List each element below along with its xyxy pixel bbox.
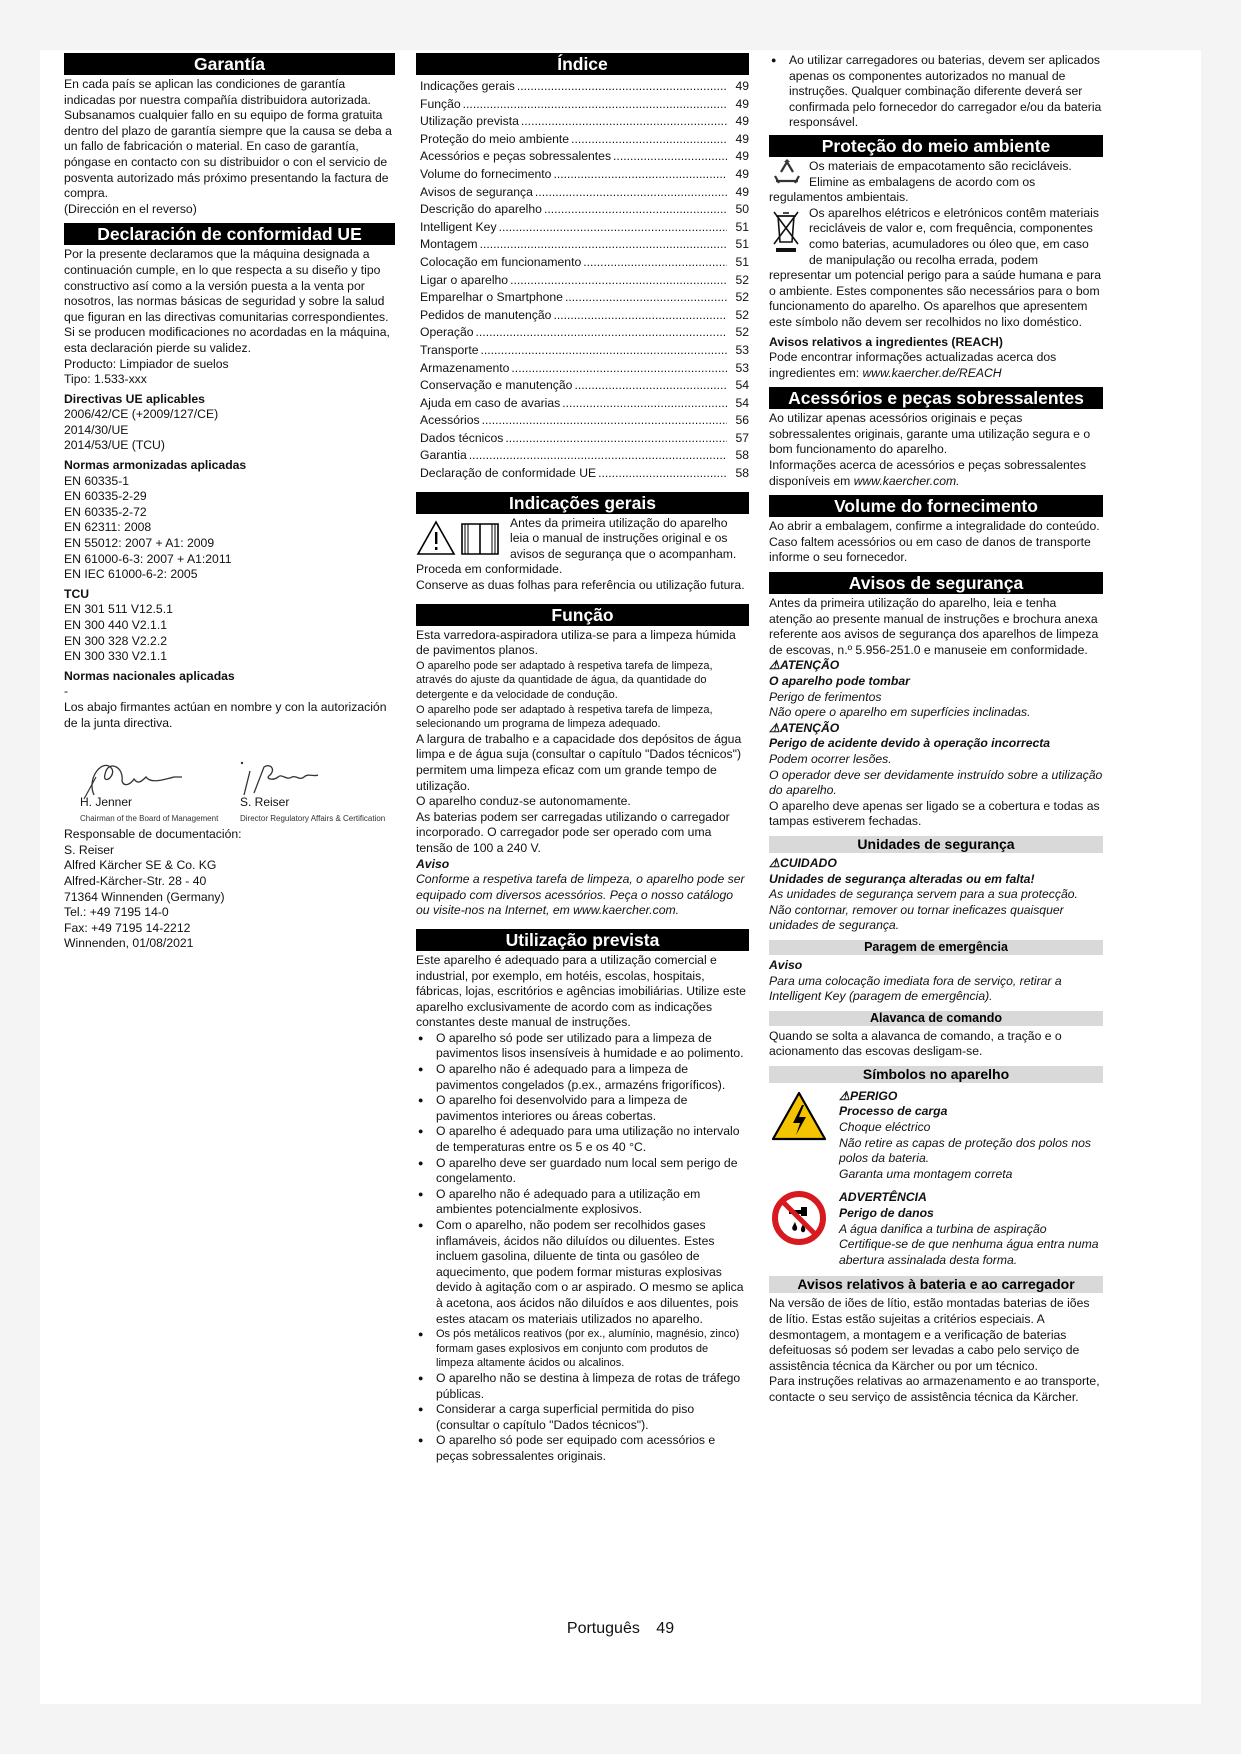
column-left	[64, 53, 395, 952]
list-item: ● O aparelho só pode ser equipado com acessórios e peças sobressalentes originais.	[416, 1433, 749, 1464]
toc-entry[interactable]	[416, 413, 749, 431]
toc-entry[interactable]	[416, 308, 749, 326]
toc-leader	[510, 273, 727, 289]
toc-leader	[544, 202, 727, 218]
norma-item: EN 60335-2-72	[64, 504, 147, 519]
toc-leader	[521, 114, 727, 130]
list-item: ● Considerar a carga superficial permitida do piso (consultar o capítulo "Dados técnicos").	[416, 1402, 749, 1433]
subsection-title-paragem: Paragem de emergência	[769, 940, 1103, 955]
utilizacao-list	[416, 1031, 749, 1465]
tcu-title: TCU	[64, 586, 90, 601]
toc-label: Transporte	[420, 342, 479, 357]
section-title-utilizacao: Utilização prevista	[416, 929, 749, 951]
toc-leader	[535, 185, 727, 201]
advertencia-label: ADVERTÊNCIA	[839, 1190, 927, 1205]
reach-title: Avisos relativos a ingredientes (REACH)	[769, 334, 1003, 349]
reach-text	[769, 350, 1103, 381]
avisos-a1-l1: Perigo de ferimentos	[769, 689, 882, 704]
toc-entry[interactable]	[416, 237, 749, 255]
responsable-line: Alfred Kärcher SE & Co. KG	[64, 858, 217, 873]
toc-page: 52	[735, 307, 749, 322]
toc-leader	[463, 97, 727, 113]
responsable-line: Winnenden, 01/08/2021	[64, 936, 194, 951]
bateria-p1: Na versão de iões de lítio, estão montadas baterias de iões de lítio. Estas estão sujeitas a critérios especiais. A desmontagem, a montagem e a verificação de baterias defeituosas só podem ser levadas a cabo pelo serviço de assistência técnica da Kärcher ou por um técnico.	[769, 1296, 1090, 1373]
toc-page: 58	[735, 466, 749, 481]
toc-label: Colocação em funcionamento	[420, 254, 582, 269]
list-item: ● Ao utilizar carregadores ou baterias, devem ser aplicados apenas os componentes autorizados no manual de instruções. Qualquer combinação diferente deverá ser confirmada pelo fornecedor do carregador e/ou da bateria responsável.	[769, 53, 1103, 131]
toc-page: 58	[735, 448, 749, 463]
toc-page: 52	[735, 290, 749, 305]
warning-triangle-icon: ⚠	[769, 855, 780, 870]
avisos-a2-l1: Podem ocorrer lesões.	[769, 751, 892, 766]
section-title-garantia: Garantía	[64, 53, 395, 75]
toc-label: Pedidos de manutenção	[420, 307, 552, 322]
tcu-item: EN 300 328 V2.2.2	[64, 633, 167, 648]
volume-text: Ao abrir a embalagem, confirme a integralidade do conteúdo. Caso faltem acessórios ou em caso de danos de transporte informe o seu fornecedor.	[769, 519, 1100, 565]
toc-leader	[583, 255, 727, 271]
toc-leader	[482, 413, 727, 429]
producto-line: Producto: Limpiador de suelos	[64, 356, 229, 371]
toc-label: Acessórios e peças sobressalentes	[420, 149, 612, 164]
indicacoes-block	[416, 516, 749, 578]
funcao-p3: O aparelho pode ser adaptado à respetiva tarefa de limpeza, selecionando um programa de limpeza adequado.	[416, 703, 713, 731]
toc-entry[interactable]	[416, 114, 749, 132]
section-title-funcao: Função	[416, 604, 749, 626]
toc-entry[interactable]	[416, 185, 749, 203]
toc-page: 51	[735, 219, 749, 234]
list-item: ● O aparelho não é adequado para a limpeza de pavimentos congelados (p.ex., armazéns frigoríficos).	[416, 1062, 749, 1093]
toc-entry[interactable]	[416, 431, 749, 449]
footer-page-number: 49	[656, 1620, 675, 1637]
declaracion-text: Por la presente declaramos que la máquina designada a continuación cumple, en lo que respecta a su diseño y tipo constructivo así como a la versión puesta a la venta por nosotros, las normas básicas de seguridad y sobre la salud que figuran en las directivas comunitarias correspondientes. Si se producen modificaciones no acordadas en la máquina, esta declaración pierde su validez.	[64, 247, 390, 355]
tcu-item: EN 301 511 V12.5.1	[64, 602, 173, 617]
responsable-line: S. Reiser	[64, 842, 115, 857]
norma-item: EN 60335-2-29	[64, 489, 147, 504]
column-right	[769, 53, 1103, 1406]
symbol-warning-text	[839, 1190, 1103, 1268]
protecao-p2: Os aparelhos elétricos e eletrónicos contêm materiais recicláveis de valor e, com frequência, componentes como baterias, acumuladores ou óleo que, em caso de manipulação ou recolha errada, podem representar um potencial perigo para a saúde humana e para o ambiente. Estes componentes são necessários para o bom funcionamento do aparelho. Os aparelhos que apresentem este símbolo não devem ser recolhidos no lixo doméstico.	[769, 205, 1101, 329]
danger-label: PERIGO	[849, 1088, 898, 1103]
toc-leader	[505, 431, 727, 447]
toc-page: 54	[735, 395, 749, 410]
toc-entry[interactable]	[416, 325, 749, 343]
kaercher-link[interactable]: www.kaercher.com.	[853, 473, 960, 488]
toc-entry[interactable]	[416, 361, 749, 379]
toc-page: 49	[735, 79, 749, 93]
toc-page: 51	[735, 254, 749, 269]
norma-item: EN 55012: 2007 + A1: 2009	[64, 536, 215, 551]
advertencia-l1: A água danifica a turbina de aspiração	[839, 1221, 1047, 1236]
list-item: ● O aparelho foi desenvolvido para a limpeza de pavimentos interiores ou áreas cobertas.	[416, 1093, 749, 1124]
list-item: ● O aparelho só pode ser utilizado para a limpeza de pavimentos lisos insensíveis à humidade e ao polimento.	[416, 1031, 749, 1062]
toc-label: Operação	[420, 325, 474, 340]
warning-triangle-icon: ⚠	[769, 720, 780, 735]
toc-entry[interactable]	[416, 255, 749, 273]
electric-shock-icon	[771, 1089, 827, 1145]
toc-label: Ligar o aparelho	[420, 272, 509, 287]
norma-item: EN 61000-6-3: 2007 + A1:2011	[64, 551, 232, 566]
avisos-a1-label	[769, 658, 1103, 674]
toc-entry[interactable]	[416, 290, 749, 308]
toc-label: Indicações gerais	[420, 79, 515, 93]
toc-label: Ajuda em caso de avarias	[420, 395, 561, 410]
toc-label: Garantia	[420, 448, 467, 463]
warning-label: ATENÇÃO	[779, 720, 840, 735]
danger-l3: Garanta uma montagem correta	[839, 1166, 1013, 1181]
toc-label: Montagem	[420, 237, 478, 252]
toc-label: Conservação e manutenção	[420, 378, 573, 393]
toc-entry[interactable]	[416, 466, 749, 484]
toc-leader	[571, 132, 727, 148]
subsection-title-unidades: Unidades de segurança	[769, 836, 1103, 853]
section-title-declaracion: Declaración de conformidad UE	[64, 223, 395, 245]
list-item: ● O aparelho deve ser guardado num local sem perigo de congelamento.	[416, 1156, 749, 1187]
protecao-p1: Os materiais de empacotamento são recicláveis. Elimine as embalagens de acordo com os regulamentos ambientais.	[769, 158, 1072, 205]
toc-label: Função	[420, 96, 461, 111]
toc-entry[interactable]	[416, 273, 749, 291]
indicacoes-text-2: Conserve as duas folhas para referência ou utilização futura.	[416, 578, 745, 593]
norma-item: EN 62311: 2008	[64, 520, 152, 535]
warning-triangle-icon: ⚠	[839, 1088, 850, 1103]
toc-leader	[553, 167, 727, 183]
section-title-avisos: Avisos de segurança	[769, 572, 1103, 594]
responsable-line: Tel.: +49 7195 14-0	[64, 905, 169, 920]
indicacoes-text-1: Antes da primeira utilização do aparelho leia o manual de instruções original e os avisos de segurança que o acompanham. Proceda em conformidade.	[416, 515, 737, 577]
avisos-a1-l2: Não opere o aparelho em superfícies inclinadas.	[769, 705, 1031, 720]
toc-leader	[565, 290, 727, 306]
toc-entry[interactable]	[416, 79, 749, 97]
bateria-p2: Para instruções relativas ao armazenamento e ao transporte, contacte o seu serviço de assistência técnica da Kärcher.	[769, 1374, 1100, 1404]
toc-entry[interactable]	[416, 149, 749, 167]
charger-bullet-list	[769, 53, 1103, 131]
toc-leader	[480, 343, 727, 359]
section-title-volume: Volume do fornecimento	[769, 495, 1103, 517]
toc-label: Acessórios	[420, 413, 480, 428]
danger-l1: Choque eléctrico	[839, 1120, 931, 1135]
danger-l2: Não retire as capas de proteção dos polos nos polos da bateria.	[839, 1135, 1092, 1166]
section-title-indicacoes: Indicações gerais	[416, 492, 749, 514]
toc-entry[interactable]	[416, 202, 749, 220]
unidades-label	[769, 856, 1103, 872]
reach-link[interactable]: www.kaercher.de/REACH	[862, 365, 1002, 380]
toc-page: 49	[735, 131, 749, 146]
toc-page: 53	[735, 360, 749, 375]
avisos-a2-text: O aparelho deve apenas ser ligado se a cobertura e todas as tampas estiverem fechadas.	[769, 798, 1100, 829]
unidades-title: Unidades de segurança alteradas ou em falta!	[769, 871, 1035, 886]
unidades-l2: Não contornar, remover ou tornar ineficazes quaisquer unidades de segurança.	[769, 902, 1064, 933]
no-water-icon	[771, 1190, 827, 1246]
toc-entry[interactable]	[416, 220, 749, 238]
toc-page: 53	[735, 342, 749, 357]
advertencia-title: Perigo de danos	[839, 1206, 934, 1221]
tcu-item: EN 300 330 V2.1.1	[64, 649, 167, 664]
toc-page: 49	[735, 184, 749, 199]
read-manual-icon	[416, 518, 504, 558]
symbol-warning-row	[769, 1190, 1103, 1268]
list-item: ● O aparelho é adequado para uma utilização no intervalo de temperaturas entre os 5 e os 40 °C.	[416, 1124, 749, 1155]
toc-label: Emparelhar o Smartphone	[420, 290, 563, 305]
toc-leader	[613, 149, 727, 165]
danger-title: Processo de carga	[839, 1104, 948, 1119]
column-middle	[416, 53, 749, 1465]
acessorios-p1: Ao utilizar apenas acessórios originais e peças sobressalentes originais, garante uma utilização segura e o bom funcionamento do aparelho.	[769, 411, 1091, 457]
toc-page: 49	[735, 114, 749, 129]
avisos-a1-title: O aparelho pode tombar	[769, 674, 910, 688]
signer-2-title: Director Regulatory Affairs & Certification	[240, 814, 386, 824]
tipo-line: Tipo: 1.533-xxx	[64, 372, 147, 387]
footer-language: Português	[566, 1620, 640, 1637]
utilizacao-intro: Este aparelho é adequado para a utilização comercial e industrial, por exemplo, em hotéis, escolas, hospitais, fábricas, lojas, escritórios e agências imobiliárias. Utilize este aparelho exclusivamente de acordo com as indicações constantes deste manual de instruções.	[416, 952, 746, 1030]
nacionales-title: Normas nacionales aplicadas	[64, 668, 235, 683]
funcao-aviso-text: Conforme a respetiva tarefa de limpeza, o aparelho pode ser equipado com diversos acessórios. Peça o nosso catálogo ou visite-nos na Internet, em www.kaercher.com.	[416, 872, 745, 918]
toc-label: Dados técnicos	[420, 430, 504, 445]
protecao-weee-block	[769, 206, 1103, 331]
directiva-item: 2006/42/CE (+2009/127/CE)	[64, 407, 219, 422]
toc-label: Armazenamento	[420, 360, 510, 375]
warning-triangle-icon: ⚠	[769, 658, 780, 673]
avisos-intro: Antes da primeira utilização do aparelho, leia e tenha atenção ao presente manual de instruções e brochura anexa referente aos avisos de segurança dos aparelhos de limpeza de escovas, n.º 5.956-251.0 e manuseie em conformidade.	[769, 596, 1099, 657]
toc-entry[interactable]	[416, 378, 749, 396]
signer-2-name: S. Reiser	[240, 795, 290, 810]
danger-label-line	[839, 1089, 1103, 1105]
toc-leader	[469, 448, 727, 464]
toc-entry[interactable]	[416, 97, 749, 115]
garantia-text: En cada país se aplican las condiciones de garantía indicadas por nuestra compañía distribuidora autorizada. Subsanamos cualquier fallo en su equipo de forma gratuita dentro del plazo de garantía siempre que la causa se deba a un fallo de fabricación o material. En caso de garantía, póngase en contacto con su distribuidor o con el servicio de posventa autorizado más próximo presentando la factura de compra.	[64, 77, 392, 201]
nacionales-value: -	[64, 684, 69, 699]
funcao-p5: O aparelho conduz-se autonomamente.	[416, 794, 631, 809]
toc-entry[interactable]	[416, 132, 749, 150]
subsection-title-bateria: Avisos relativos à bateria e ao carregador	[769, 1276, 1103, 1293]
signer-1-title: Chairman of the Board of Management	[80, 814, 219, 824]
toc-label: Volume do fornecimento	[420, 166, 552, 181]
funcao-p6: As baterias podem ser carregadas utilizando o carregador incorporado. O carregador pode ser operado com uma tensão de 100 a 240 V.	[416, 809, 730, 855]
toc-leader	[553, 308, 727, 324]
funcao-p4: A largura de trabalho e a capacidade dos depósitos de água limpa e de água suja (consultar o capítulo "Dados técnicos") permitem uma limpeza eficaz com um grande tempo de utilização.	[416, 731, 742, 793]
toc-page: 54	[735, 378, 749, 393]
paragem-text: Para uma colocação imediata fora de serviço, retirar a Intelligent Key (paragem de emergência).	[769, 973, 1062, 1004]
normas-title: Normas armonizadas aplicadas	[64, 458, 247, 473]
garantia-address-note: (Dirección en el reverso)	[64, 201, 197, 216]
acessorios-p2-body: Informações acerca de acessórios e peças sobressalentes disponíveis em	[769, 458, 1087, 488]
warning-label: ATENÇÃO	[779, 658, 840, 673]
toc-leader	[511, 361, 727, 377]
toc-page: 50	[735, 202, 749, 217]
list-item: ● Com o aparelho, não podem ser recolhidos gases inflamáveis, ácidos não diluídos ou diluentes. Estes incluem gasolina, diluente de tinta ou gasóleo de aquecimento, que podem formar misturas explosivas devido à agitação com o ar aspirado. O mesmo se aplica à acetona, aos ácidos não diluídos e aos diluentes, pois estes atacam os materiais utilizados no aparelho.	[416, 1218, 749, 1327]
symbol-danger-row	[769, 1089, 1103, 1183]
directiva-item: 2014/53/UE (TCU)	[64, 438, 165, 453]
funcao-aviso-title: Aviso	[416, 856, 450, 871]
section-title-indice: Índice	[416, 53, 749, 75]
responsable-line: 71364 Winnenden (Germany)	[64, 889, 225, 904]
toc-entry[interactable]	[416, 448, 749, 466]
toc-label: Avisos de segurança	[420, 184, 533, 199]
advertencia-l2: Certifique-se de que nenhuma água entra numa abertura assinalada desta forma.	[839, 1237, 1099, 1267]
section-title-acessorios: Acessórios e peças sobressalentes	[769, 387, 1103, 409]
firmantes-text: Los abajo firmantes actúan en nombre y con la autorización de la junta directiva.	[64, 699, 387, 730]
signatures	[64, 747, 395, 827]
toc-entry[interactable]	[416, 396, 749, 414]
symbol-danger-text	[839, 1089, 1103, 1183]
toc-page: 56	[735, 413, 749, 428]
directiva-item: 2014/30/UE	[64, 422, 129, 437]
toc-leader	[562, 396, 727, 412]
list-item: ● Os pós metálicos reativos (por ex., alumínio, magnésio, zinco) formam gases explosivos em conjunto com produtos de limpeza altamente ácidos ou alcalinos.	[416, 1327, 749, 1371]
norma-item: EN 60335-1	[64, 473, 130, 488]
toc-entry[interactable]	[416, 167, 749, 185]
subsection-title-alavanca: Alavanca de comando	[769, 1011, 1103, 1026]
toc-page: 57	[735, 430, 749, 445]
list-item: ● O aparelho não é adequado para a utilização em ambientes potencialmente explosivos.	[416, 1187, 749, 1218]
responsable-line: Alfred-Kärcher-Str. 28 - 40	[64, 873, 207, 888]
table-of-contents	[416, 79, 749, 484]
toc-leader	[598, 466, 727, 482]
page-footer	[0, 1620, 1241, 1638]
recycling-icon	[771, 159, 803, 189]
toc-page: 49	[735, 166, 749, 181]
caution-label: CUIDADO	[779, 855, 837, 870]
toc-page: 52	[735, 272, 749, 287]
unidades-l1: As unidades de segurança servem para a sua protecção.	[769, 887, 1078, 902]
toc-entry[interactable]	[416, 343, 749, 361]
toc-label: Utilização prevista	[420, 114, 519, 129]
toc-label: Intelligent Key	[420, 219, 497, 234]
toc-label: Declaração de conformidade UE	[420, 466, 597, 481]
tcu-item: EN 300 440 V2.1.1	[64, 618, 167, 632]
toc-page: 49	[735, 96, 749, 111]
list-item: ● O aparelho não se destina à limpeza de rotas de tráfego públicas.	[416, 1371, 749, 1402]
paragem-aviso: Aviso	[769, 957, 803, 972]
funcao-p1: Esta varredora-aspiradora utiliza-se para a limpeza húmida de pavimentos planos.	[416, 627, 736, 658]
subsection-title-simbolos: Símbolos no aparelho	[769, 1066, 1103, 1083]
responsable-line: Responsable de documentación:	[64, 827, 242, 842]
directivas-title: Directivas UE aplicables	[64, 391, 205, 406]
toc-page: 49	[735, 149, 749, 164]
funcao-p2: O aparelho pode ser adaptado à respetiva tarefa de limpeza, através do ajuste da quantidade de água, da quantidade do detergente e da velocidade de condução.	[416, 659, 713, 701]
avisos-a2-l2: O operador deve ser devidamente instruído sobre a utilização do aparelho.	[769, 767, 1103, 798]
avisos-a2-title: Perigo de acidente devido à operação incorrecta	[769, 736, 1051, 751]
toc-page: 51	[735, 237, 749, 252]
toc-label: Descrição do aparelho	[420, 202, 542, 217]
avisos-a2-label	[769, 721, 1103, 737]
reach-text-body: Pode encontrar informações actualizadas acerca dos ingredientes em:	[769, 350, 1057, 380]
toc-label: Proteção do meio ambiente	[420, 131, 570, 146]
toc-leader	[517, 79, 727, 95]
toc-leader	[499, 220, 727, 236]
norma-item: EN IEC 61000-6-2: 2005	[64, 567, 198, 582]
toc-leader	[480, 237, 727, 253]
crossed-bin-icon	[771, 208, 801, 254]
protecao-recycle-block	[769, 159, 1103, 206]
alavanca-text: Quando se solta a alavanca de comando, a tração e o acionamento das escovas desligam-se.	[769, 1028, 1062, 1059]
toc-page: 52	[735, 325, 749, 340]
acessorios-p2	[769, 458, 1103, 489]
section-title-protecao: Proteção do meio ambiente	[769, 135, 1103, 157]
responsable-line: Fax: +49 7195 14-2212	[64, 920, 191, 935]
toc-leader	[574, 378, 727, 394]
toc-leader	[476, 325, 727, 341]
signer-1-name: H. Jenner	[80, 795, 133, 810]
